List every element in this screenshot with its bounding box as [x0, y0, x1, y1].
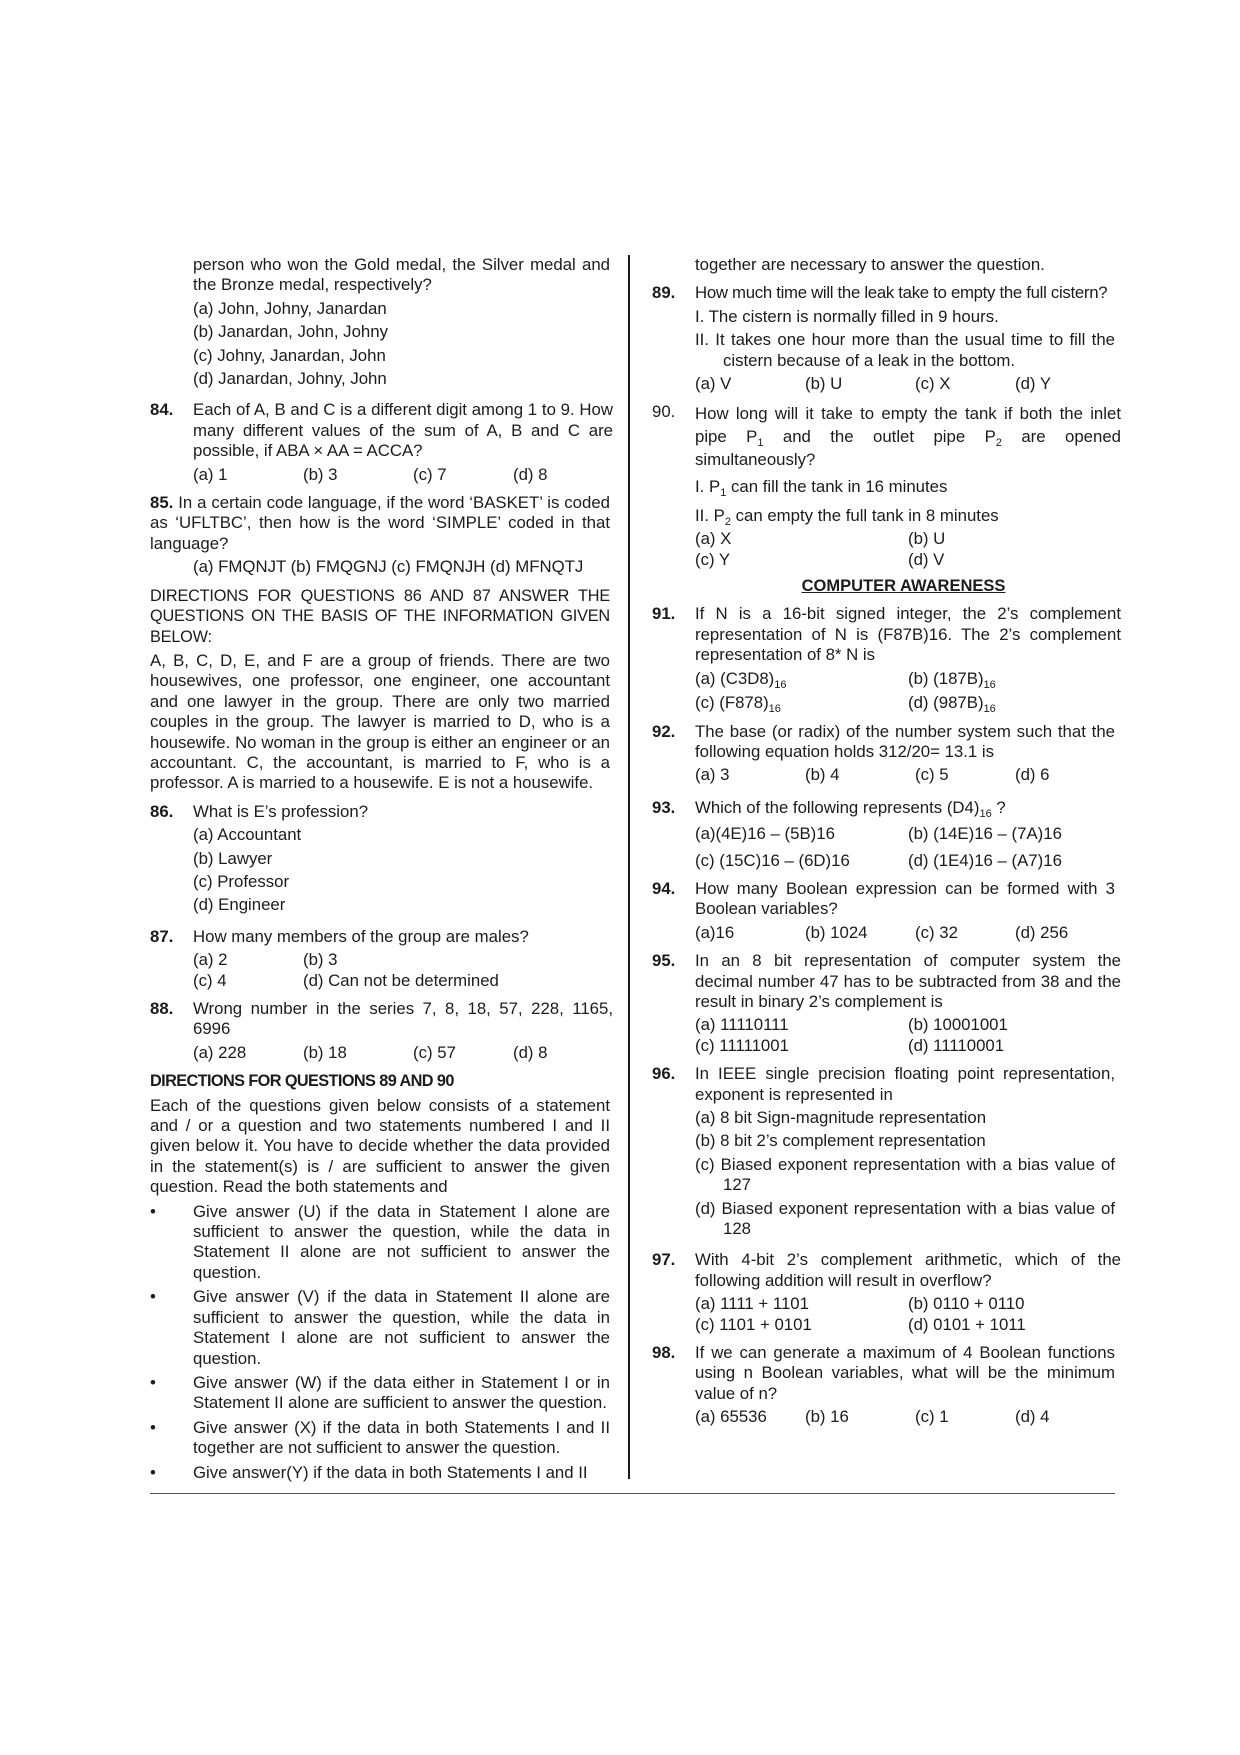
statement-2: II. It takes one hour more than the usual time to fill the cistern because of a leak in the bottom.	[695, 330, 1115, 370]
question-85	[150, 493, 610, 578]
options	[695, 1015, 1121, 1056]
options	[193, 299, 610, 390]
options	[695, 824, 1121, 871]
question-number: 91.	[652, 604, 676, 624]
options	[695, 765, 1115, 785]
options	[695, 374, 1115, 394]
question-88	[150, 999, 613, 1063]
question-text: In an 8 bit representation of computer system the decimal number 47 has to be subtracted from 38 and the result in binary 2’s complement is	[695, 951, 1121, 1011]
question-text: How long will it take to empty the tank if both the inlet pipe $P_1$ and the outlet pipe $P_2$ are opened simultaneously?	[695, 404, 1121, 470]
option-d: (d) Biased exponent representation with a bias value of 128	[695, 1198, 1115, 1239]
option-b: (b) 18	[303, 1042, 347, 1062]
option-c: (c) (15C)16 – (6D)16	[695, 850, 850, 870]
question-text: How many Boolean expression can be formed with 3 Boolean variables?	[695, 878, 1115, 919]
options	[695, 1407, 1115, 1427]
option-a: (a)16	[695, 922, 735, 942]
option-c: (c) Y	[695, 549, 731, 569]
question-number: 87.	[150, 926, 174, 946]
bullet-icon: •	[150, 1372, 156, 1392]
option-d: (d) (1E4)16 – (A7)16	[908, 850, 1062, 870]
option-b: (b) 10001001	[908, 1015, 1008, 1035]
statement-1: I. $P_1$ can fill the tank in 16 minutes	[695, 477, 948, 500]
question-text: How much time will the leak take to empty the full cistern?	[695, 283, 1108, 303]
options	[695, 669, 1121, 714]
question-text: In IEEE single precision floating point representation, exponent is represented in	[695, 1064, 1115, 1104]
question-text: What is E’s profession?	[193, 801, 369, 821]
option-d: (d) Engineer	[193, 895, 286, 915]
option-b: (b) U	[908, 529, 946, 549]
question-number: 93.	[652, 797, 676, 817]
question-text: person who won the Gold medal, the Silver medal and the Bronze medal, respectively?	[193, 255, 610, 295]
options	[695, 1108, 1115, 1239]
question-number: 92.	[652, 721, 676, 741]
option-b: (b) 1024	[805, 922, 868, 942]
option-c: (c) 57	[413, 1042, 456, 1062]
option-a: (a) John, Johny, Janardan	[193, 298, 387, 318]
option-b: (b) 0110 + 0110	[908, 1294, 1025, 1314]
question-number: 94.	[652, 878, 676, 898]
option-d: (d) 256	[1015, 922, 1069, 942]
options	[193, 465, 613, 485]
question-89	[652, 283, 1115, 394]
question-number: 84.	[150, 400, 174, 420]
question-text: In a certain code language, if the word ‘BASKET’ is coded as ‘UFLTBC’, then how is the word ‘SIMPLE’ coded in that language?	[150, 493, 610, 553]
option-c: (c) 4	[193, 970, 227, 990]
question-number: 89.	[652, 283, 676, 303]
list-item: • Give answer (U) if the data in Statement I alone are sufficient to answer the question, while the data in Statement II alone are not sufficient to answer the question.	[150, 1201, 610, 1282]
option-a: (a) $(C3D8)_{16}$	[695, 668, 787, 691]
option-a: (a) 1111 + 1101	[695, 1294, 809, 1314]
question-text: If N is a 16-bit signed integer, the 2’s complement representation of N is (F87B)16. The 2’s complement representation of 8* N is	[695, 604, 1121, 665]
question-90	[652, 402, 1121, 570]
option-b: (b) 8 bit 2’s complement representation	[695, 1131, 986, 1151]
options	[695, 923, 1115, 943]
question-94	[652, 879, 1115, 943]
option-b: (b) Lawyer	[193, 848, 273, 868]
answer-rules-list	[150, 1202, 610, 1483]
option-b: (b) 16	[805, 1407, 849, 1427]
question-text: How many members of the group are males?	[193, 926, 529, 946]
question-text: With 4-bit 2’s complement arithmetic, which of the following addition will result in overflow?	[695, 1250, 1121, 1290]
footer-rule	[150, 1493, 1115, 1494]
option-c: (c) 32	[915, 922, 958, 942]
directions-86-87-passage: A, B, C, D, E, and F are a group of friends. There are two housewives, one professor, one engineer, one accountant and one lawyer in the group. There are only two married couples in the group. The lawyer is married to D, who is a housewife. No woman in the group is either an engineer or an accountant. C, the accountant, is married to F, who is a professor. A is married to a housewife. E is not a housewife.	[150, 650, 610, 793]
list-item: • Give answer (X) if the data in both Statements I and II together are not sufficient to answer the question.	[150, 1417, 610, 1458]
question-91	[652, 604, 1121, 716]
section-heading: COMPUTER AWARENESS	[801, 577, 1006, 596]
option-c: (c) Biased exponent representation with a bias value of 127	[695, 1154, 1115, 1195]
option-b: (b) 3	[303, 464, 338, 484]
option-d: (d) Janardan, Johny, John	[193, 369, 387, 389]
option-d: (d) $(987B)_{16}$	[908, 693, 996, 716]
bullet-icon: •	[150, 1287, 156, 1307]
option-d: (d) V	[908, 549, 945, 569]
options	[193, 950, 610, 991]
option-d: (d) 11110001	[908, 1035, 1005, 1055]
directions-89-90: DIRECTIONS FOR QUESTIONS 89 AND 90	[150, 1072, 454, 1091]
left-column	[150, 255, 613, 1487]
question-text: If we can generate a maximum of 4 Boolean functions using n Boolean variables, what will be the minimum value of n?	[695, 1343, 1115, 1403]
question-number: 95.	[652, 951, 676, 971]
option-a: (a) 11110111	[695, 1015, 789, 1035]
question-96	[652, 1064, 1115, 1242]
option-a: (a) X	[695, 529, 732, 549]
option-a: (a) 2	[193, 950, 228, 970]
option-a: (a) 65536	[695, 1407, 767, 1427]
option-b: (b) Janardan, John, Johny	[193, 322, 388, 342]
list-item: • Give answer(Y) if the data in both Statements I and II	[150, 1462, 588, 1482]
option-c: (c) 1101 + 0101	[695, 1314, 812, 1334]
option-d: (d) 4	[1015, 1407, 1050, 1427]
option-d: (d) Y	[1015, 374, 1052, 394]
question-93	[652, 798, 1115, 871]
question-number: 88.	[150, 999, 174, 1018]
option-b: (b) $(187B)_{16}$	[908, 668, 996, 691]
option-c: (c) 7	[413, 464, 447, 484]
options	[193, 825, 610, 916]
question-87	[150, 927, 610, 991]
question-86	[150, 802, 610, 919]
right-column	[652, 255, 1121, 1428]
option-c: (c) 11111001	[695, 1035, 789, 1055]
option-a: (a) Accountant	[193, 825, 302, 845]
option-a: (a) 3	[695, 765, 730, 785]
option-c: (c) Professor	[193, 871, 290, 891]
question-number: 98.	[652, 1343, 676, 1363]
option-b: (b) U	[805, 374, 843, 394]
options: (a) FMQNJT (b) FMQGNJ (c) FMQNJH (d) MFNQTJ	[193, 557, 584, 577]
option-d: (d) 8	[513, 464, 548, 484]
column-divider	[628, 255, 630, 1479]
question-text: Which of the following represents $(D4)_{16}$ ?	[695, 797, 1006, 820]
directions-86-87: DIRECTIONS FOR QUESTIONS 86 AND 87 ANSWER THE QUESTIONS ON THE BASIS OF THE INFORMATION GIVEN BELOW:	[150, 586, 610, 646]
option-c: (c) 5	[915, 765, 949, 785]
option-c: (c) $(F878)_{16}$	[695, 693, 781, 716]
option-b: (b) 4	[805, 765, 840, 785]
list-item: • Give answer (V) if the data in Statement II alone are sufficient to answer the question, while the data in Statement I alone are not sufficient to answer the question.	[150, 1287, 610, 1368]
list-item: • Give answer (W) if the data either in Statement I or in Statement II alone are sufficient to answer the question.	[150, 1372, 610, 1413]
option-d: (d) Can not be determined	[303, 970, 499, 990]
bullet-icon: •	[150, 1417, 156, 1437]
option-a: (a)(4E)16 – (5B)16	[695, 824, 835, 844]
bullet-icon: •	[150, 1201, 156, 1221]
question-98	[652, 1343, 1115, 1428]
option-a: (a) 8 bit Sign-magnitude representation	[695, 1108, 987, 1127]
question-text: The base (or radix) of the number system such that the following equation holds 312/20= 13.1 is	[695, 721, 1115, 761]
question-84	[150, 400, 613, 485]
question-97	[652, 1250, 1121, 1335]
option-a: (a) 1	[193, 464, 228, 484]
option-b: (b) 3	[303, 950, 338, 970]
statement-1: I. The cistern is normally filled in 9 hours.	[695, 306, 999, 326]
question-text: Each of A, B and C is a different digit among 1 to 9. How many different values of the sum of A, B and C are possible, if ABA × AA = ACCA?	[193, 400, 613, 461]
question-83-continued	[150, 255, 610, 392]
option-b: (b) (14E)16 – (7A)16	[908, 824, 1062, 844]
question-92	[652, 722, 1115, 786]
question-number: 90.	[652, 402, 676, 422]
question-text: Wrong number in the series 7, 8, 18, 57, 228, 1165, 6996	[193, 999, 613, 1039]
options	[193, 1043, 613, 1063]
question-number: 97.	[652, 1250, 676, 1270]
option-a: (a) 228	[193, 1042, 247, 1062]
option-c: (c) Johny, Janardan, John	[193, 345, 386, 365]
option-d: (d) 8	[513, 1042, 548, 1062]
question-number: 86.	[150, 801, 174, 821]
bullet-icon: •	[150, 1462, 156, 1482]
question-95	[652, 951, 1121, 1056]
option-c: (c) 1	[915, 1407, 949, 1427]
question-number: 85.	[150, 493, 174, 513]
option-d: (d) 6	[1015, 765, 1050, 785]
options	[695, 1294, 1121, 1335]
directions-89-90-passage: Each of the questions given below consists of a statement and / or a question and two statements numbered I and II given below it. You have to decide whether the data provided in the statement(s) is / are sufficient to answer the given question. Read the both statements and	[150, 1095, 610, 1197]
bullet-continued: together are necessary to answer the question.	[695, 255, 1045, 274]
option-d: (d) 0101 + 1011	[908, 1314, 1026, 1334]
statement-2: II. $P_2$ can empty the full tank in 8 minutes	[695, 505, 999, 528]
option-a: (a) V	[695, 374, 732, 394]
question-number: 96.	[652, 1064, 676, 1084]
options	[695, 529, 1121, 570]
option-c: (c) X	[915, 374, 951, 394]
